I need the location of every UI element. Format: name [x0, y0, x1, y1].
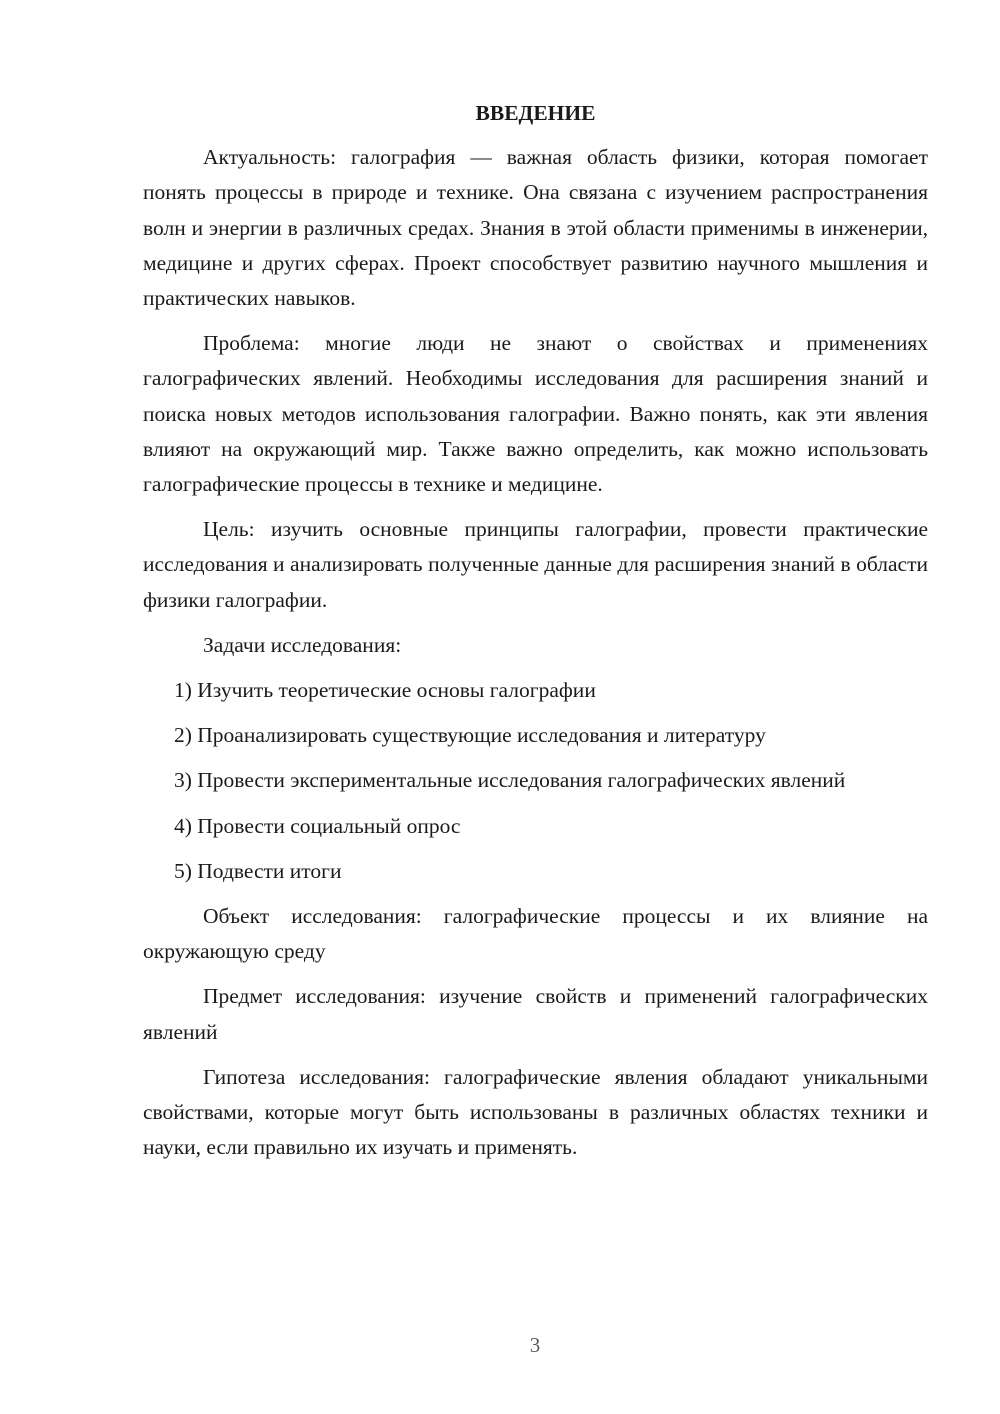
- paragraph-problem: Проблема: многие люди не знают о свойствах и применениях галографических явлений. Необходимы исследования для расширения знаний и поиска новых методов использования галографии. Важно понять, как эти явления влияют на окружающий мир. Также важно определить, как можно использовать галографические процессы в технике и медицине.: [143, 331, 928, 497]
- task-item: 1) Изучить теоретические основы галографии: [174, 678, 596, 703]
- paragraph-tasks-heading: Задачи исследования:: [203, 632, 402, 657]
- paragraph-subject: Предмет исследования: изучение свойств и применений галографических явлений: [143, 984, 928, 1044]
- page-number: 3: [529, 1333, 541, 1357]
- page-body: [143, 96, 928, 1175]
- task-item: 2) Проанализировать существующие исследования и литературу: [174, 723, 766, 748]
- paragraph-goal: Цель: изучить основные принципы галографии, провести практические исследования и анализировать полученные данные для расширения знаний в области физики галографии.: [143, 517, 928, 612]
- paragraph-hypothesis: Гипотеза исследования: галографические явления обладают уникальными свойствами, которые могут быть использованы в различных областях техники и науки, если правильно их изучать и применять.: [143, 1064, 928, 1160]
- page-title: ВВЕДЕНИЕ: [475, 101, 596, 125]
- task-item: 5) Подвести итоги: [174, 858, 342, 883]
- paragraph-object: Объект исследования: галографические процессы и их влияние на окружающую среду: [143, 904, 928, 964]
- task-item: 4) Провести социальный опрос: [174, 813, 461, 838]
- paragraph-relevance: Актуальность: галография — важная область физики, которая помогает понять процессы в природе и технике. Она связана с изучением распространения волн и энергии в различных средах. Знания в этой области применимы в инженерии, медицине и других сферах. Проект способствует развитию научного мышления и практических навыков.: [143, 145, 928, 311]
- task-item: 3) Провести экспериментальные исследования галографических явлений: [174, 768, 846, 793]
